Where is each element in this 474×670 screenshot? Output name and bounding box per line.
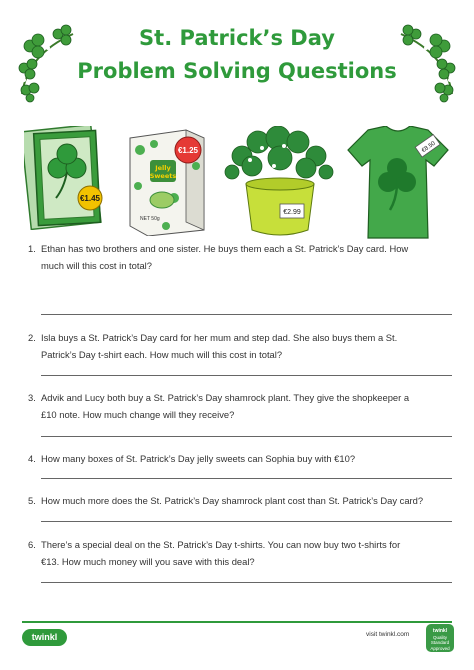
product-jelly-sweets [126,126,210,236]
question-number: 6. [28,539,36,550]
question-text-line1: Advik and Lucy both buy a St. Patrick’s Day shamrock plant. They give the shopkeeper a [41,392,410,403]
plant-price-label: €2.99 [283,209,301,216]
question-number: 2. [28,332,36,343]
product-tshirt [346,126,450,240]
question-text-line1: There’s a special deal on the St. Patrick’s Day t-shirts. You can now buy two t-shirts for [41,539,401,550]
product-shamrock-plant [222,126,338,244]
question-text-line2: Patrick’s Day t-shirt each. How much will this cost in total? [41,349,283,360]
question-text-line1: Ethan has two brothers and one sister. He buys them each a St. Patrick’s Day card. How [41,243,409,254]
answer-line[interactable] [41,478,452,479]
answer-line[interactable] [41,375,452,376]
question-text-line2: much will this cost in total? [41,260,152,271]
answer-line[interactable] [41,314,452,315]
question-number: 3. [28,392,36,403]
jelly-brand-line1: Jelly [155,164,171,172]
jelly-price-label: €1.25 [177,146,199,155]
product-card [24,126,114,230]
answer-line[interactable] [41,436,452,437]
page-title-line2: Problem Solving Questions [77,59,397,83]
footer-divider [22,621,452,623]
answer-line[interactable] [41,521,452,522]
question-text-line1: How much more does the St. Patrick’s Day shamrock plant cost than St. Patrick’s Day card? [41,495,424,506]
tshirt-price-label: €8.50 [420,140,437,155]
badge-line4: Approved [430,645,450,651]
jelly-brand-line2: Sweets [149,172,177,180]
visit-link[interactable]: visit twinkl.com [366,631,410,638]
question-number: 4. [28,453,36,464]
question-text-line1: Isla buys a St. Patrick’s Day card for her mum and step dad. She also buys them a St. [41,332,398,343]
question-number: 5. [28,495,36,506]
card-price-label: €1.45 [79,194,101,203]
twinkl-logo[interactable]: twinkl [22,629,67,646]
quality-standard-badge [426,624,454,652]
page-title-line1: St. Patrick’s Day [139,26,335,50]
badge-line1: twinkl [432,628,448,634]
question-text-line2: £10 note. How much change will they receive? [41,409,235,420]
answer-line[interactable] [41,582,452,583]
badge-line3: Standard [430,640,450,645]
jelly-net-label: NET 50g [140,216,160,222]
question-number: 1. [28,243,36,254]
question-text-line1: How many boxes of St. Patrick’s Day jelly sweets can Sophia buy with €10? [41,453,356,464]
question-text-line2: €13. How much money will you save with this deal? [41,556,255,567]
badge-line2: Quality [432,634,447,640]
